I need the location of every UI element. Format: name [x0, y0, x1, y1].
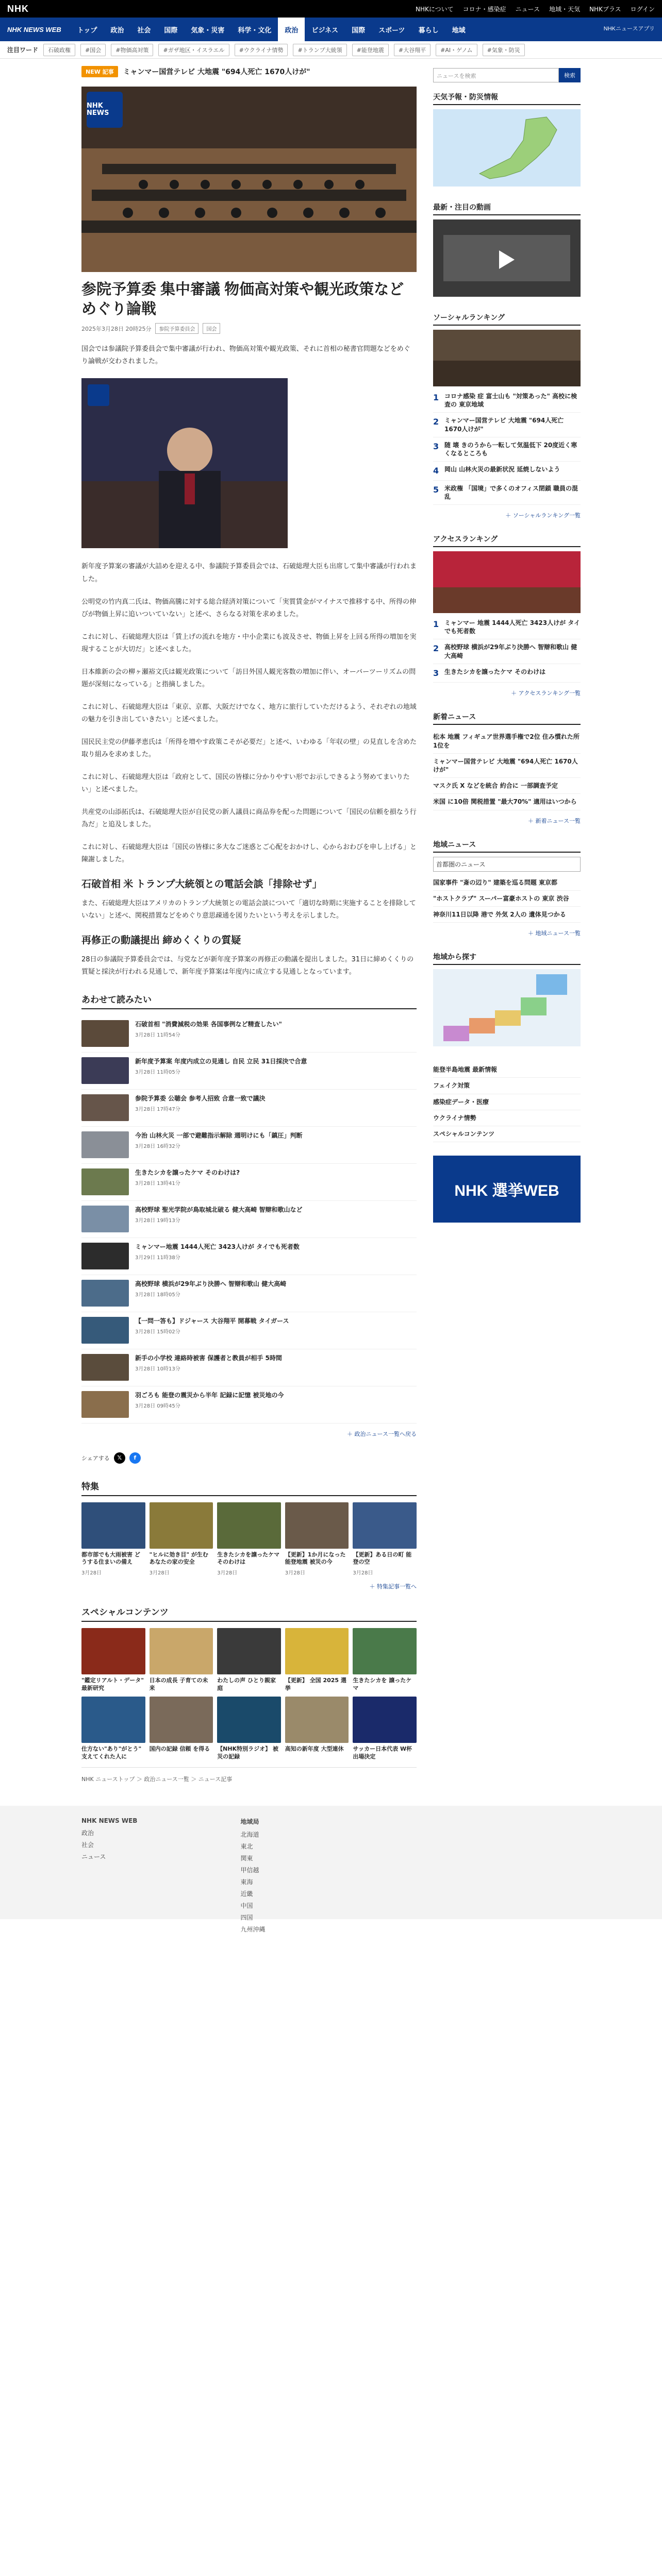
- access-ranking-image[interactable]: [433, 551, 581, 613]
- special-title[interactable]: 仕方ない"あり"がとう" 支えてくれた人に: [81, 1745, 142, 1760]
- nav-item-politics-active[interactable]: 政治: [278, 18, 305, 41]
- breaking-text[interactable]: ミャンマー国営テレビ 大地震 "694人死亡 1670人けが": [123, 68, 310, 76]
- related-date: 3月28日 18時05分: [135, 1292, 180, 1298]
- footer-col: [81, 1817, 137, 1908]
- article-meta: [81, 323, 417, 334]
- related-date: 3月28日 11時54分: [135, 1032, 180, 1039]
- new-news-item[interactable]: [433, 729, 581, 753]
- footer-link[interactable]: 近畿: [240, 1890, 253, 1897]
- article-paragraph: また、石破総理大臣はアメリカのトランプ大統領との電話会談について「適切な時期に実施することを排除していない」と述べ、関税措置などをめぐり意思疎通を図りたいという考えを示しました。: [81, 900, 416, 920]
- related-thumb: [81, 1020, 129, 1047]
- ranking-item[interactable]: 2 高校野球 横浜が29年ぶり決勝へ 智辯和歌山 健大高崎: [433, 639, 581, 664]
- article-body: [81, 343, 417, 978]
- top-link-about[interactable]: NHKについて: [416, 5, 454, 13]
- weather-box: [433, 92, 581, 189]
- new-news-item[interactable]: [433, 794, 581, 810]
- special-title[interactable]: わたしの声 ひとり親家庭: [217, 1677, 276, 1692]
- related-item[interactable]: [81, 1312, 417, 1349]
- related-thumb: [81, 1057, 129, 1084]
- related-title[interactable]: 石破首相 "消費減税の効果 各国事例など精査したい": [135, 1020, 282, 1028]
- feature-title[interactable]: 生きたシカを譲ったケマ そのわけは: [217, 1551, 280, 1566]
- special-image: [285, 1628, 349, 1674]
- top-link-login[interactable]: ログイン: [630, 5, 655, 13]
- related-item[interactable]: [81, 1053, 417, 1090]
- new-news-list: [433, 729, 581, 810]
- feature-date: 3月28日: [217, 1570, 238, 1577]
- x-share-icon[interactable]: 𝕏: [114, 1452, 125, 1464]
- local-news-item[interactable]: [433, 875, 581, 891]
- article-paragraph: 公明党の竹内真二氏は、物価高騰に対する総合経済対策について「実質賃金がマイナスで推移する中、所得の伸びが物価上昇に追いついていない」と述べ、さらなる対策を求めました。: [81, 598, 416, 618]
- nhk-news-badge: NHK NEWS: [87, 92, 123, 128]
- feature-card[interactable]: [285, 1502, 349, 1577]
- article-paragraph: 共産党の山添拓氏は、石破総理大臣が自民党の新人議員に商品券を配った問題について「国民の信頼を損なう行為だ」と追及しました。: [81, 808, 417, 829]
- new-news-heading: 新着ニュース: [433, 711, 581, 725]
- special-grid: [81, 1628, 417, 1760]
- video-box: [433, 202, 581, 299]
- region-map[interactable]: [433, 969, 581, 1046]
- related-date: 3月28日 16時32分: [135, 1144, 180, 1150]
- top-link-plus[interactable]: NHKプラス: [589, 5, 621, 13]
- nav-brand[interactable]: NHK NEWS WEB: [7, 25, 61, 33]
- features-heading: 特集: [81, 1479, 417, 1496]
- trend-pill[interactable]: #気象・防災: [483, 44, 525, 56]
- related-thumb: [81, 1168, 129, 1195]
- related-item[interactable]: [81, 1201, 417, 1238]
- feature-card[interactable]: [150, 1502, 213, 1577]
- special-title[interactable]: 国内の記録 信頼 を得る: [149, 1745, 210, 1752]
- quick-link[interactable]: [433, 1094, 581, 1110]
- weather-heading: 天気予報・防災情報: [433, 92, 581, 105]
- special-title[interactable]: 日本の成長 子育ての未来: [149, 1677, 208, 1692]
- region-map-box: [433, 952, 581, 1048]
- footer-col: [240, 1817, 266, 1933]
- footer-link[interactable]: 甲信越: [240, 1866, 259, 1874]
- related-thumb: [81, 1280, 129, 1307]
- related-thumb: [81, 1243, 129, 1269]
- ranking-text[interactable]: 生きたシカを譲ったケマ そのわけは: [444, 668, 546, 675]
- feature-title[interactable]: 都市部でも大雨被害 どうする住まいの備え: [81, 1551, 140, 1566]
- quick-link[interactable]: [433, 1110, 581, 1126]
- special-heading: スペシャルコンテンツ: [81, 1605, 417, 1622]
- related-title[interactable]: 高校野球 聖光学院が鳥取城北破る 健大高崎 智辯和歌山など: [135, 1206, 303, 1213]
- region-map-heading: 地域から探す: [433, 952, 581, 965]
- footer-title: NHK NEWS WEB: [81, 1817, 138, 1824]
- trend-bar: [0, 41, 662, 59]
- footer-title: 地域局: [240, 1818, 259, 1825]
- topic-chip[interactable]: 参院予算委員会: [155, 323, 198, 334]
- special-card[interactable]: [353, 1697, 417, 1761]
- breaking-tag: NEW 記事: [81, 66, 118, 77]
- special-card[interactable]: [81, 1697, 145, 1761]
- special-title[interactable]: 生きたシカを 譲ったケマ: [353, 1677, 412, 1692]
- special-card[interactable]: [217, 1697, 281, 1761]
- quick-link[interactable]: [433, 1062, 581, 1078]
- article-paragraph: これに対し、石破総理大臣は「賃上げの流れを地方・中小企業にも波及させ、物価上昇を上回る所得の増加を実現することが大切だ」と述べました。: [81, 633, 417, 653]
- section-heading: 石破首相 米 トランプ大統領との電話会談「排除せず」: [81, 879, 322, 890]
- footer-link[interactable]: 東海: [240, 1878, 253, 1886]
- related-title[interactable]: ミャンマー地震 1444人死亡 3423人けが タイでも死者数: [135, 1243, 300, 1250]
- access-ranking-more[interactable]: ＋ アクセスランキング一覧: [511, 690, 581, 697]
- special-image: [150, 1697, 213, 1743]
- related-title[interactable]: 新年度予算案 年度内成立の見通し 自民 立民 31日採決で合意: [135, 1057, 307, 1065]
- related-date: 3月29日 11時38分: [135, 1255, 180, 1261]
- feature-image: [217, 1502, 281, 1549]
- new-news-more[interactable]: ＋ 新着ニュース一覧: [528, 817, 581, 824]
- feature-date: 3月28日: [81, 1570, 102, 1577]
- ranking-item[interactable]: 3 生きたシカを譲ったケマ そのわけは: [433, 664, 581, 683]
- new-news-item[interactable]: [433, 754, 581, 778]
- special-image: [353, 1697, 417, 1743]
- related-title[interactable]: 今治 山林火災 一部で避難指示解除 週明けにも「鎮圧」判断: [135, 1131, 303, 1139]
- article-title: 参院予算委 集中審議 物価高対策や観光政策などめぐり論戦: [81, 281, 404, 317]
- ranking-item[interactable]: 4 岡山 山林火災の最新状況 延焼しないよう: [433, 462, 581, 481]
- quick-link-text[interactable]: スペシャルコンテンツ: [433, 1130, 495, 1138]
- search-box: [433, 68, 581, 82]
- trend-pill[interactable]: #ウクライナ情勢: [235, 44, 288, 56]
- special-card[interactable]: [285, 1697, 349, 1761]
- related-thumb: [81, 1317, 129, 1344]
- special-image: [81, 1697, 145, 1743]
- hero-image: [81, 87, 417, 272]
- article-paragraph: 28日の参議院予算委員会では、与党などが新年度予算案の再修正の動議を提出しました。31日に締めくくりの質疑と採決が行われる見通しで、新年度予算案は年度内に成立する見通しとなっています。: [81, 956, 414, 976]
- nav-item-science[interactable]: 科学・文化: [238, 26, 272, 34]
- footer-link[interactable]: 社会: [81, 1841, 94, 1849]
- topic-chip[interactable]: 国会: [203, 323, 220, 334]
- footer-link[interactable]: 東北: [240, 1842, 253, 1850]
- related-title[interactable]: 新手の小学校 連絡時被害 保護者と教員が相手 5時間: [135, 1354, 282, 1362]
- article-paragraph: 国民民主党の伊藤孝恵氏は「所得を増やす政策こそが必要だ」と述べ、いわゆる「年収の壁」の見直しを含めた取り組みを求めました。: [81, 738, 417, 758]
- election-banner[interactable]: [433, 1156, 581, 1223]
- breadcrumb[interactable]: NHK ニューストップ ＞ 政治ニュース一覧 ＞ ニュース記事: [81, 1767, 417, 1790]
- main-nav: [0, 18, 662, 41]
- article-paragraph: 日本維新の会の柳ヶ瀬裕文氏は観光政策について「訪日外国人観光客数の増加に伴い、オーバーツーリズムの問題が深刻になっている」と指摘しました。: [81, 668, 416, 688]
- ranking-text[interactable]: 米政権 「国境」で多くのオフィス閉鎖 職員の混乱: [444, 484, 578, 500]
- feature-title[interactable]: 【更新】1か月になった 能登地震 被災の今: [285, 1551, 346, 1566]
- top-link-news[interactable]: ニュース: [515, 5, 540, 13]
- parliament-photo: [81, 87, 417, 272]
- top-link-covid[interactable]: コロナ・感染症: [462, 5, 506, 13]
- ranking-item[interactable]: 3 随 壊 きのうから一転して気温低下 20度近く寒くなるところも: [433, 437, 581, 462]
- facebook-share-icon[interactable]: f: [129, 1452, 141, 1464]
- section-heading: 再修正の動議提出 締めくくりの質疑: [81, 935, 241, 946]
- trend-pill[interactable]: #国会: [80, 44, 106, 56]
- quick-link[interactable]: [433, 1078, 581, 1094]
- local-news-list: [433, 875, 581, 923]
- quick-link-text[interactable]: フェイク対策: [433, 1082, 470, 1090]
- related-item[interactable]: [81, 1090, 417, 1127]
- local-news-text[interactable]: 国家事件 "斎の辺り" 建築を巡る問題 東京都: [433, 878, 558, 886]
- new-news-item[interactable]: [433, 778, 581, 794]
- new-news-text[interactable]: 米国 に10倍 関税措置 "最大70%" 適用はいつから: [433, 798, 577, 806]
- social-ranking-box: [433, 312, 581, 519]
- nav-item-business[interactable]: ビジネス: [311, 26, 339, 34]
- feature-image: [285, 1502, 349, 1549]
- related-item[interactable]: [81, 1127, 417, 1164]
- footer-link[interactable]: 北海道: [240, 1831, 259, 1838]
- local-news-text[interactable]: 神奈川11日以降 港で 外気 2人の 遺体見つかる: [433, 910, 566, 918]
- trend-label: 注目ワード: [7, 46, 39, 54]
- social-ranking-more[interactable]: ＋ ソーシャルランキング一覧: [505, 512, 581, 519]
- social-ranking-list: [433, 388, 581, 505]
- access-ranking-heading: アクセスランキング: [433, 534, 581, 547]
- article-paragraph: これに対し、石破総理大臣は「国民の皆様に多大なご迷惑とご心配をおかけし、心からおわびを申し上げる」と陳謝しました。: [81, 843, 417, 864]
- nav-item-politics[interactable]: 政治: [110, 26, 124, 34]
- trend-pill[interactable]: #大谷翔平: [394, 44, 431, 56]
- app-link[interactable]: NHKニュースアプリ: [603, 26, 655, 32]
- nav-item-society[interactable]: 社会: [137, 26, 151, 34]
- feature-date: 3月28日: [149, 1570, 170, 1577]
- new-news-text[interactable]: ミャンマー国営テレビ 大地震 "694人死亡 1670人けが": [433, 757, 578, 773]
- related-title[interactable]: 高校野球 横浜が29年ぶり決勝へ 智辯和歌山 健大高崎: [135, 1280, 287, 1287]
- feature-image: [353, 1502, 417, 1549]
- ranking-item[interactable]: 1 ミャンマー 地震 1444人死亡 3423人けが タイでも死者数: [433, 615, 581, 639]
- video-heading: 最新・注目の動画: [433, 202, 581, 215]
- related-date: 3月28日 19時13分: [135, 1218, 180, 1224]
- ranking-text[interactable]: ミャンマー国営テレビ 大地震 "694人死亡 1670人けが": [444, 417, 564, 433]
- special-card[interactable]: [81, 1628, 145, 1692]
- related-list: [81, 1015, 417, 1423]
- related-item[interactable]: [81, 1349, 417, 1386]
- quick-link-text[interactable]: ウクライナ情勢: [433, 1114, 476, 1122]
- nav-item-local[interactable]: 地域: [452, 26, 466, 34]
- top-link-weather[interactable]: 地域・天気: [549, 5, 581, 13]
- special-card[interactable]: [285, 1628, 349, 1692]
- footer-link[interactable]: 四国: [240, 1913, 253, 1921]
- feature-date: 3月28日: [285, 1570, 305, 1577]
- special-image: [353, 1628, 417, 1674]
- nav-item-world[interactable]: 国際: [352, 26, 366, 34]
- ranking-text[interactable]: 高校野球 横浜が29年ぶり決勝へ 智辯和歌山 健大高崎: [444, 643, 577, 659]
- footer: [0, 1806, 662, 1933]
- election-banner-text[interactable]: NHK 選挙WEB: [454, 1182, 559, 1200]
- trend-pill[interactable]: 石破政権: [43, 44, 75, 56]
- related-heading: あわせて読みたい: [81, 992, 417, 1009]
- trend-pill[interactable]: #能登地震: [352, 44, 389, 56]
- related-item[interactable]: [81, 1386, 417, 1423]
- inline-photo: [81, 378, 288, 548]
- access-ranking-box: [433, 534, 581, 697]
- local-news-heading: 地域ニュース: [433, 839, 581, 853]
- quick-links: [433, 1062, 581, 1142]
- trend-pill[interactable]: #ガザ地区・イスラエル: [158, 44, 229, 56]
- top-links: [416, 5, 655, 13]
- feature-title[interactable]: "ヒルに効き目" が生む あなたの家の安全: [149, 1551, 208, 1566]
- footer-link[interactable]: 政治: [81, 1829, 94, 1837]
- article-paragraph: 新年度予算案の審議が大詰めを迎える中、参議院予算委員会では、石破総理大臣も出席して集中審議が行われました。: [81, 563, 417, 583]
- feature-image: [150, 1502, 213, 1549]
- related-item[interactable]: [81, 1164, 417, 1201]
- search-input[interactable]: ニュースを検索: [433, 68, 559, 82]
- feature-date: 3月28日: [353, 1570, 373, 1577]
- related-title[interactable]: 【一問一答も】ドジャース 大谷翔平 開幕戦 タイガース: [135, 1317, 289, 1325]
- footer-link[interactable]: ニュース: [81, 1853, 106, 1860]
- special-image: [217, 1628, 281, 1674]
- article-date: 2025年3月28日 20時25分: [81, 325, 152, 332]
- special-title[interactable]: サッカー日本代表 W杯 出場決定: [353, 1745, 412, 1760]
- related-date: 3月28日 15時02分: [135, 1329, 180, 1335]
- trend-pill[interactable]: #物価高対策: [111, 44, 153, 56]
- feature-image: [81, 1502, 145, 1549]
- footer-link[interactable]: 中国: [240, 1902, 253, 1909]
- new-news-box: [433, 711, 581, 824]
- special-title[interactable]: 【NHK特別ラジオ】 被災の記録: [217, 1745, 278, 1760]
- feature-card[interactable]: [217, 1502, 281, 1577]
- trend-pill[interactable]: #AI・ゲノム: [436, 44, 477, 56]
- quick-link-text[interactable]: 能登半島地震 最新情報: [433, 1066, 498, 1074]
- related-thumb: [81, 1094, 129, 1121]
- ranking-text[interactable]: 随 壊 きのうから一転して気温低下 20度近く寒くなるところも: [444, 441, 577, 457]
- related-thumb: [81, 1131, 129, 1158]
- related-date: 3月28日 09時45分: [135, 1403, 180, 1410]
- special-card[interactable]: [353, 1628, 417, 1692]
- related-thumb: [81, 1354, 129, 1381]
- special-title[interactable]: "鑑定リアルト・データ" 最新研究: [81, 1677, 144, 1692]
- related-thumb: [81, 1391, 129, 1418]
- nav-item-top[interactable]: トップ: [77, 26, 97, 34]
- related-thumb: [81, 1206, 129, 1232]
- quick-link[interactable]: [433, 1126, 581, 1142]
- features-list-link[interactable]: ＋ 特集記事一覧へ: [369, 1583, 417, 1590]
- footer-link[interactable]: 九州沖縄: [240, 1925, 266, 1933]
- nav-item-life[interactable]: 暮らし: [418, 26, 439, 34]
- related-date: 3月28日 10時13分: [135, 1366, 180, 1372]
- share-label: シェアする: [81, 1454, 110, 1462]
- article-column: [81, 59, 417, 1790]
- ranking-image[interactable]: [433, 330, 581, 386]
- related-item[interactable]: [81, 1015, 417, 1053]
- special-card[interactable]: [150, 1628, 213, 1692]
- related-date: 3月28日 17時47分: [135, 1107, 180, 1113]
- share-bar: [81, 1452, 417, 1464]
- special-image: [285, 1697, 349, 1743]
- new-news-text[interactable]: 松本 地震 フィギュア世界選手権で2位 住み慣れた所 1位を: [433, 733, 580, 749]
- breaking-news[interactable]: [81, 64, 417, 79]
- quick-link-text[interactable]: 感染症データ・医療: [433, 1098, 489, 1106]
- new-news-text[interactable]: マスク氏 X などを統合 約合に 一部調査予定: [433, 782, 558, 790]
- video-thumbnail[interactable]: [433, 219, 581, 297]
- special-card[interactable]: [217, 1628, 281, 1692]
- special-title[interactable]: 【更新】 全国 2025 選挙: [285, 1677, 346, 1692]
- local-news-item[interactable]: [433, 907, 581, 923]
- nhk-logo[interactable]: NHK: [7, 3, 29, 14]
- local-news-item[interactable]: [433, 891, 581, 907]
- related-title[interactable]: 参院予算委 公聴会 参考人招致 合意一致で議決: [135, 1094, 266, 1102]
- access-ranking-list: [433, 615, 581, 683]
- ranking-text[interactable]: コロナ感染 症 富士山も "対策あった" 高校に検査の 東京地域: [444, 393, 577, 409]
- special-image: [217, 1697, 281, 1743]
- nav-item-intl[interactable]: 国際: [164, 26, 178, 34]
- special-card[interactable]: [150, 1697, 213, 1761]
- related-date: 3月28日 13時41分: [135, 1181, 180, 1187]
- trend-pill[interactable]: #トランプ大統領: [293, 44, 346, 56]
- footer-link[interactable]: 関東: [240, 1854, 253, 1862]
- ranking-text[interactable]: 岡山 山林火災の最新状況 延焼しないよう: [444, 466, 560, 473]
- local-news-more[interactable]: ＋ 地域ニュース一覧: [528, 930, 581, 937]
- politics-list-link[interactable]: ＋ 政治ニュース一覧へ戻る: [347, 1430, 417, 1437]
- sidebar: [433, 59, 581, 1790]
- special-image: [81, 1628, 145, 1674]
- top-bar: [0, 0, 662, 18]
- special-title[interactable]: 高知の新年度 大型連休: [285, 1745, 344, 1752]
- local-news-text[interactable]: "ホストクラブ" スーパー富豪ホストの 東京 渋谷: [433, 894, 569, 902]
- related-date: 3月28日 11時05分: [135, 1070, 180, 1076]
- nav-item-weather[interactable]: 気象・災害: [191, 26, 225, 34]
- article-paragraph: これに対し、石破総理大臣は「東京、京都、大阪だけでなく、地方に旅行していただけるよう、それぞれの地域の魅力を引き出していきたい」と述べました。: [81, 703, 417, 723]
- ranking-item[interactable]: 2 ミャンマー国営テレビ 大地震 "694人死亡 1670人けが": [433, 413, 581, 437]
- special-image: [150, 1628, 213, 1674]
- weather-map[interactable]: [433, 109, 581, 187]
- feature-card[interactable]: [81, 1502, 145, 1577]
- features-grid: [81, 1502, 417, 1577]
- region-select[interactable]: 首都圏のニュース: [433, 857, 581, 872]
- links-box: [433, 1062, 581, 1142]
- related-item[interactable]: [81, 1275, 417, 1312]
- local-news-box: [433, 839, 581, 938]
- article-paragraph: これに対し、石破総理大臣は「政府として、国民の皆様に分かりやすい形でお示しできるよう努めてまいりたい」と述べました。: [81, 773, 410, 794]
- social-ranking-heading: ソーシャルランキング: [433, 312, 581, 326]
- ranking-item[interactable]: 5 米政権 「国境」で多くのオフィス閉鎖 職員の混乱: [433, 481, 581, 505]
- nav-item-sports[interactable]: スポーツ: [378, 26, 405, 34]
- article-paragraph: 国会では参議院予算委員会で集中審議が行われ、物価高対策や観光政策、それに首相の秘書官問題などをめぐり論戦が交わされました。: [81, 345, 410, 366]
- related-title[interactable]: 羽ごろも 能登の震災から半年 記録に記憶 被災地の今: [135, 1391, 284, 1399]
- ranking-item[interactable]: 1 コロナ感染 症 富士山も "対策あった" 高校に検査の 東京地域: [433, 388, 581, 413]
- search-button[interactable]: 検索: [559, 68, 581, 82]
- related-title[interactable]: 生きたシカを譲ったケマ そのわけは?: [135, 1168, 240, 1176]
- ranking-text[interactable]: ミャンマー 地震 1444人死亡 3423人けが タイでも死者数: [444, 619, 581, 635]
- speaker-photo: [81, 378, 288, 548]
- feature-title[interactable]: 【更新】ある日の町 能登の空: [353, 1551, 412, 1566]
- related-item[interactable]: [81, 1238, 417, 1275]
- feature-card[interactable]: [353, 1502, 417, 1577]
